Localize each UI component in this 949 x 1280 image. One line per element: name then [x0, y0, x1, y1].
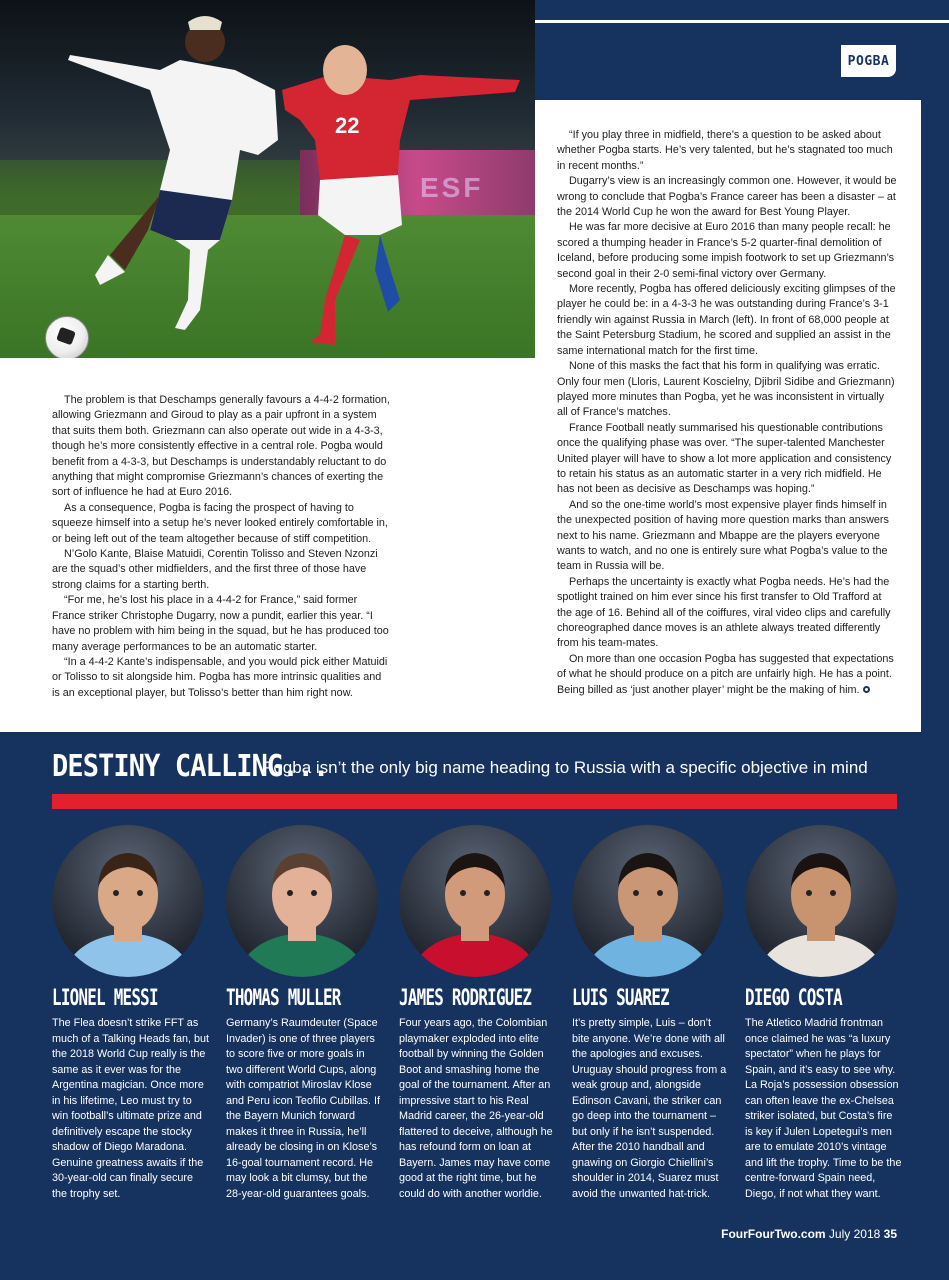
- player-portrait: [399, 825, 551, 977]
- player-photo: [745, 825, 897, 977]
- paragraph: And so the one-time world’s most expensive player finds himself in the unexpected position of having more question marks than answers next to his name. Griezmann and Mbappe are the players everyone wants to watch, and no one is entirely sure what Pogba’s value to the team in Russia will be.: [557, 498, 889, 573]
- article-column-1: [52, 393, 390, 701]
- player-portrait: [572, 825, 724, 977]
- player-bio: The Atletico Madrid frontman once claimed he was “a luxury spectator” when he plays for Spain, and it’s easy to see why. La Roja’s possession obsession can often leave the ex-Chelsea striker isolated, but Costa’s fire is key if Julen Lopetegui’s men are to emulate 2010’s vintage and lift the trophy. Time to be the centre-forward Spain need, Diego, if not what they want.: [745, 1017, 902, 1200]
- paragraph: The problem is that Deschamps generally favours a 4-4-2 formation, allowing Griezmann and Giroud to play as a pair upfront in a system that suits them both. Griezmann can also operate out wide in a 4-3-3, though he’s more consistently effective in a central role. Pogba would benefit from a 4-3-3, but Deschamps is understandably reluctant to do anything that might compromise Griezmann’s chances of exerting the sort of influence he had at Euro 2016.: [52, 394, 390, 499]
- paragraph: He was far more decisive at Euro 2016 than many people recall: he scored a thumping header in France’s 5-2 quarter-final demolition of Iceland, before producing some impish footwork to set up Griezmann’s second goal in their 2-0 semi-final victory over Germany.: [557, 221, 895, 280]
- paragraph: “For me, he’s lost his place in a 4-4-2 for France,” said former France striker Christophe Dugarry, now a pundit, earlier this year. “I have no problem with him being in the squad, but he has produced too many average performances to be an automatic starter.: [52, 594, 389, 653]
- sidebar-title: DESTINY CALLING...: [52, 749, 329, 784]
- player-portrait: [226, 825, 378, 977]
- advertising-board: ESF: [300, 150, 535, 220]
- player-portrait: [745, 825, 897, 977]
- paragraph: “If you play three in midfield, there’s a question to be asked about whether Pogba starts. He’s very talented, but he’s stagnated too much in recent months.”: [557, 129, 893, 172]
- section-tag: POGBA: [841, 45, 896, 77]
- football: [45, 316, 89, 358]
- paragraph-last: [557, 652, 897, 698]
- footer-page-number: 35: [883, 1227, 897, 1241]
- red-divider: [52, 794, 897, 809]
- player-name: LIONEL MESSI: [52, 986, 158, 1011]
- player-photo: [399, 825, 551, 977]
- paragraph-text: On more than one occasion Pogba has suggested that expectations of what he should produce on a pitch are unfairly high. He has a point. Being billed as ‘just another player’ might be the making of him.: [557, 652, 894, 696]
- player-photo: [52, 825, 204, 977]
- player-name: THOMAS MULLER: [226, 986, 341, 1011]
- paragraph: More recently, Pogba has offered deliciously exciting glimpses of the player he could be: in a 4-3-3 he was outstanding during France’s 3-1 friendly win against Russia in March (left). In front of 68,000 people at the Saint Petersburg Stadium, he scored and supplied an assist in the same international match for the first time.: [557, 283, 896, 357]
- paragraph: Perhaps the uncertainty is exactly what Pogba needs. He’s had the spotlight trained on him ever since his first transfer to Old Trafford at the age of 16. Behind all of the coiffures, viral video clips and carefully choreographed dance moves is an athlete always treated differently from his team-mates.: [557, 575, 891, 650]
- player-name: DIEGO COSTA: [745, 986, 842, 1011]
- paragraph: Dugarry’s view is an increasingly common one. However, it would be wrong to conclude that Pogba’s France career has been a disaster – at the 2014 World Cup he won the award for Best Young Player.: [557, 175, 897, 219]
- paragraph: N’Golo Kante, Blaise Matuidi, Corentin Tolisso and Steven Nzonzi are the squad’s other midfielders, and the first three of those have strong claims for a starting berth.: [52, 548, 378, 591]
- player-bio: It’s pretty simple, Luis – don’t bite anyone. We’re done with all the apologies and excuses. Uruguay should progress from a weak group and, alongside Edinson Cavani, the striker can go deep into the tournament – but only if he isn’t suspended. After the 2010 handball and gnawing on Giorgio Chiellini’s shoulder in 2014, Suarez must avoid the unwanted hat-trick.: [572, 1017, 727, 1200]
- paragraph: France Football neatly summarised his questionable contributions once the qualifying phase was over. “The super-talented Manchester United player will have to show a lot more application and consistency to retain his status as an automatic starter in a very rich midfield. He has not been as decisive as Deschamps was hoping.”: [557, 421, 892, 496]
- sidebar-subtitle: Pogba isn’t the only big name heading to Russia with a specific objective in mind: [262, 758, 868, 777]
- page-footer: [721, 1227, 897, 1241]
- player-photo: [226, 825, 378, 977]
- player-bio: Four years ago, the Colombian playmaker exploded into elite football by winning the Golden Boot and smashing home the goal of the tournament. After an impressive start to his Real Madrid career, the 26-year-old flattered to deceive, although he has refound form on loan at Bayern. James may have come good at the right time, but he could do with another worldie.: [399, 1017, 553, 1200]
- player-bio: The Flea doesn’t strike FFT as much of a Talking Heads fan, but the 2018 World Cup really is the same as it ever was for the Argentina magician. Once more in his lifetime, Leo must try to win football’s ultimate prize and definitively escape the stocky shadow of Diego Maradona. Genuine greatness awaits if the 30-year-old can finally secure the trophy set.: [52, 1017, 210, 1200]
- footer-site: FourFourTwo.com: [721, 1227, 826, 1241]
- svg-text:22: 22: [335, 113, 360, 138]
- paragraph: As a consequence, Pogba is facing the prospect of having to squeeze himself into a setup he’s never looked entirely comfortable in, or being left out of the team altogether because of stiff competition.: [52, 501, 388, 545]
- paragraph: “In a 4-4-2 Kante’s indispensable, and you would pick either Matuidi or Tolisso to sit alongside him. Pogba has more intrinsic qualities and is an exceptional player, but Tolisso’s better than him right now.: [52, 655, 388, 699]
- hero-photo: [0, 0, 535, 358]
- footer-issue: July 2018: [828, 1227, 881, 1241]
- player-name: LUIS SUAREZ: [572, 986, 669, 1011]
- player-name: JAMES RODRIGUEZ: [399, 986, 532, 1011]
- russia-player-figure: [0, 0, 535, 358]
- player-portrait: [52, 825, 204, 977]
- article-column-2: [557, 128, 897, 698]
- end-mark-icon: [863, 686, 870, 693]
- player-bio: Germany’s Raumdeuter (Space Invader) is one of three players to score five or more goals in two different World Cups, along with compatriot Miroslav Klose and Peru icon Teofilo Cubillas. If the Bayern Munich forward makes it three in Russia, he’ll already be closing in on Klose’s 16-goal tournament record. He may look a bit clumsy, but the 28-year-old guarantees goals.: [226, 1017, 381, 1200]
- paragraph: None of this masks the fact that his form in qualifying was erratic. Only four men (Lloris, Laurent Koscielny, Djibril Sidibe and Griezmann) played more minutes than Pogba, yet he was inconsistent in virtually all of France’s matches.: [557, 360, 895, 419]
- player-photo: [572, 825, 724, 977]
